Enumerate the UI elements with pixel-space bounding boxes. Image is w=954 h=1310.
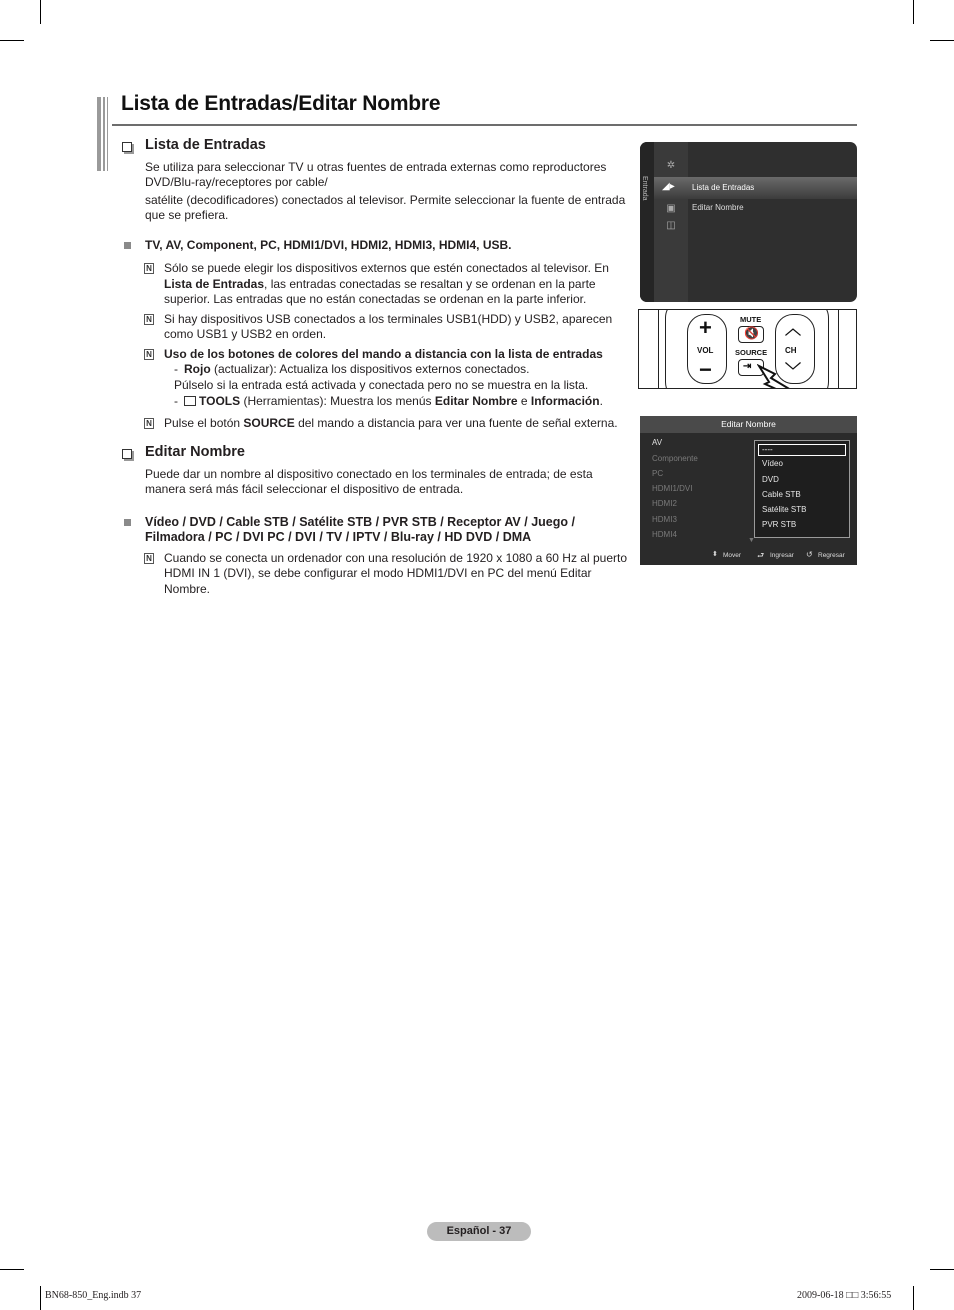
name-option[interactable]: DVD: [762, 475, 779, 484]
ch-down-icon: ﹀: [785, 363, 802, 380]
page-title: Lista de Entradas/Editar Nombre: [121, 92, 441, 115]
square-bullet-icon: [124, 519, 131, 526]
checkbox-icon: [122, 449, 132, 459]
note-icon: N: [144, 418, 154, 429]
osd-footer: [640, 548, 857, 565]
name-option[interactable]: Vídeo: [762, 459, 783, 468]
ch-up-icon: ︿: [785, 321, 802, 338]
footer-return: Regresar: [818, 552, 845, 559]
title-rule: [112, 124, 857, 126]
crop-mark: [930, 1269, 954, 1270]
input-list-item[interactable]: HDMI2: [652, 499, 677, 508]
section-heading-editar: Editar Nombre: [121, 445, 631, 461]
input-list-item[interactable]: Componente: [652, 454, 698, 463]
pointer-arrow-icon: [757, 364, 797, 389]
edit-name-header: Editar Nombre: [640, 416, 857, 433]
input-list-item[interactable]: HDMI4: [652, 530, 677, 539]
menu-item-editar-nombre[interactable]: Editar Nombre: [692, 203, 744, 212]
sub-item-rojo: - Rojo (actualizar): Actualiza los dispositivos externos conectados.: [174, 362, 530, 376]
crop-mark: [40, 0, 41, 24]
source-icon: ⇥: [743, 361, 752, 372]
paragraph: Se utiliza para seleccionar TV u otras fuentes de entrada externas como reproductores DVD/Blu-ray/receptores por cable/: [145, 159, 607, 189]
name-option[interactable]: Satélite STB: [762, 505, 807, 514]
note-icon: N: [144, 553, 154, 564]
menu-category-label: Entrada: [641, 176, 648, 201]
return-icon: ↺: [806, 550, 813, 559]
menu-item-lista-de-entradas[interactable]: Lista de Entradas: [692, 183, 755, 192]
section-heading-lista: Lista de Entradas: [121, 138, 631, 154]
name-option[interactable]: PVR STB: [762, 520, 797, 529]
remote-control-illustration: [638, 309, 857, 389]
menu-selection-bar: [654, 177, 857, 199]
print-footer-left: BN68-850_Eng.indb 37: [45, 1290, 142, 1301]
ch-label: CH: [785, 346, 797, 355]
checkbox-icon: [122, 142, 132, 152]
input-menu-screenshot: [640, 142, 857, 302]
paragraph: satélite (decodificadores) conectados al televisor. Permite seleccionar la fuente de entrada que se prefiera.: [145, 192, 626, 222]
note-icon: N: [144, 314, 154, 325]
note-item: N Si hay dispositivos USB conectados a los terminales USB1(HDD) y USB2, aparecen como USB1 y USB2 en orden.: [121, 312, 631, 343]
crop-mark: [913, 0, 914, 24]
note-item: N Sólo se puede elegir los dispositivos externos que estén conectados al televisor. En Lista de Entradas, las entradas conectadas se resaltan y se ordenan en la parte superior. Las entradas que no están conectadas se ordenan en la parte inferior.: [121, 261, 631, 308]
input-list-item[interactable]: HDMI3: [652, 515, 677, 524]
note-icon: N: [144, 349, 154, 360]
footer-move: Mover: [723, 552, 742, 559]
input-list-item[interactable]: PC: [652, 469, 664, 478]
sub-item-rojo-cont: Púlselo si la entrada está activada y conectada pero no se muestra en la lista.: [174, 377, 589, 392]
vol-plus-icon: +: [699, 315, 712, 340]
menu-side-strip: [640, 142, 654, 302]
tools-icon: [184, 396, 196, 406]
input-list-item[interactable]: HDMI1/DVI: [652, 484, 693, 493]
scroll-down-icon: ▼: [748, 537, 755, 544]
name-option[interactable]: Cable STB: [762, 490, 801, 499]
remote-edge: [658, 310, 659, 389]
move-icon: ⬍: [712, 551, 718, 558]
mute-label: MUTE: [740, 315, 762, 324]
vol-label: VOL: [697, 346, 714, 355]
support-icon: ◫: [666, 220, 676, 231]
crop-mark: [930, 40, 954, 41]
paragraph: Puede dar un nombre al dispositivo conectado en los terminales de entrada; de esta manera será más fácil seleccionar el dispositivo de entrada.: [145, 466, 593, 496]
note-item: N Pulse el botón SOURCE del mando a distancia para ver una fuente de señal externa.: [121, 416, 631, 432]
note-item: N Cuando se conecta un ordenador con una resolución de 1920 x 1080 a 60 Hz al puerto HDMI IN 1 (DVI), se debe configurar el modo HDMI1/DVI en PC del menú Editar Nombre.: [121, 551, 631, 598]
bullet-item: Vídeo / DVD / Cable STB / Satélite STB / PVR STB / Receptor AV / Juego / Filmadora / PC / DVI PC / DVI / TV / IPTV / Blu-ray / HD DVD / DMA: [121, 515, 631, 546]
bullet-item: TV, AV, Component, PC, HDMI1/DVI, HDMI2, HDMI3, HDMI4, USB.: [121, 238, 631, 254]
page-number-badge: Español - 37: [427, 1222, 531, 1241]
picture-icon: ▣: [666, 203, 676, 214]
note-icon: N: [144, 263, 154, 274]
input-icon: ◢▸: [662, 181, 675, 192]
source-label: SOURCE: [735, 348, 768, 357]
crop-mark: [913, 1286, 914, 1310]
print-footer-right: 2009-06-18 □□ 3:56:55: [797, 1290, 892, 1301]
sub-item-tools: - TOOLS (Herramientas): Muestra los menús Editar Nombre e Información.: [174, 394, 603, 408]
square-bullet-icon: [124, 242, 131, 249]
note-item: N Uso de los botones de colores del mando a distancia con la lista de entradas: [121, 347, 631, 363]
enter-icon: ⮐: [757, 551, 765, 560]
footer-enter: Ingresar: [770, 552, 794, 559]
name-options-popup: [754, 440, 850, 538]
remote-edge: [838, 310, 839, 389]
vol-minus-icon: −: [699, 357, 712, 382]
input-list-item[interactable]: AV: [652, 438, 663, 447]
crop-mark: [0, 1269, 24, 1270]
crop-mark: [0, 40, 24, 41]
edit-name-screenshot: [640, 416, 857, 565]
crop-mark: [40, 1286, 41, 1310]
gear-icon: ✲: [666, 160, 676, 171]
content-column: [121, 138, 631, 597]
name-selected-value[interactable]: ----: [758, 444, 846, 456]
mute-icon: 🔇: [744, 326, 759, 340]
